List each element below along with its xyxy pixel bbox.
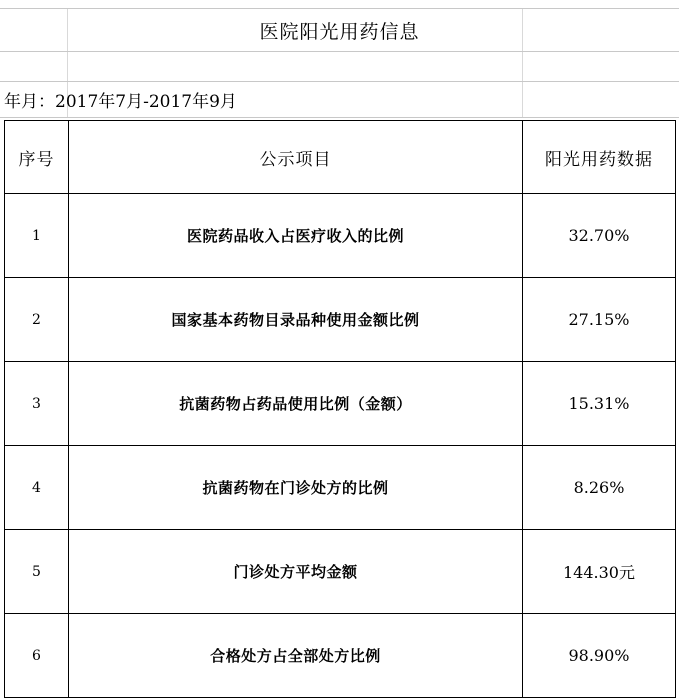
row-value: 98.90%	[523, 614, 676, 698]
row-item: 国家基本药物目录品种使用金额比例	[69, 278, 523, 362]
row-value: 144.30元	[523, 530, 676, 614]
row-index: 2	[5, 278, 69, 362]
row-index: 4	[5, 446, 69, 530]
header-value: 阳光用药数据	[523, 121, 676, 194]
row-item: 合格处方占全部处方比例	[69, 614, 523, 698]
row-index: 1	[5, 194, 69, 278]
header-index: 序号	[5, 121, 69, 194]
row-index: 5	[5, 530, 69, 614]
row-index: 3	[5, 362, 69, 446]
row-item: 抗菌药物在门诊处方的比例	[69, 446, 523, 530]
table-row	[5, 362, 676, 446]
row-item: 医院药品收入占医疗收入的比例	[69, 194, 523, 278]
header-item: 公示项目	[69, 121, 523, 194]
row-index: 6	[5, 614, 69, 698]
sunshine-medication-table	[4, 120, 676, 698]
spacer-row	[0, 52, 679, 82]
table-row	[5, 530, 676, 614]
document-title-row	[0, 8, 679, 52]
page-title: 医院阳光用药信息	[259, 20, 420, 43]
table-row	[5, 278, 676, 362]
row-value: 32.70%	[523, 194, 676, 278]
row-value: 15.31%	[523, 362, 676, 446]
table-row	[5, 194, 676, 278]
row-item: 抗菌药物占药品使用比例（金额）	[69, 362, 523, 446]
row-value: 8.26%	[523, 446, 676, 530]
table-row	[5, 446, 676, 530]
table-header-row	[5, 121, 676, 194]
period-row	[0, 82, 679, 118]
row-item: 门诊处方平均金额	[69, 530, 523, 614]
row-value: 27.15%	[523, 278, 676, 362]
period-label: 年月：2017年7月-2017年9月	[4, 92, 237, 112]
